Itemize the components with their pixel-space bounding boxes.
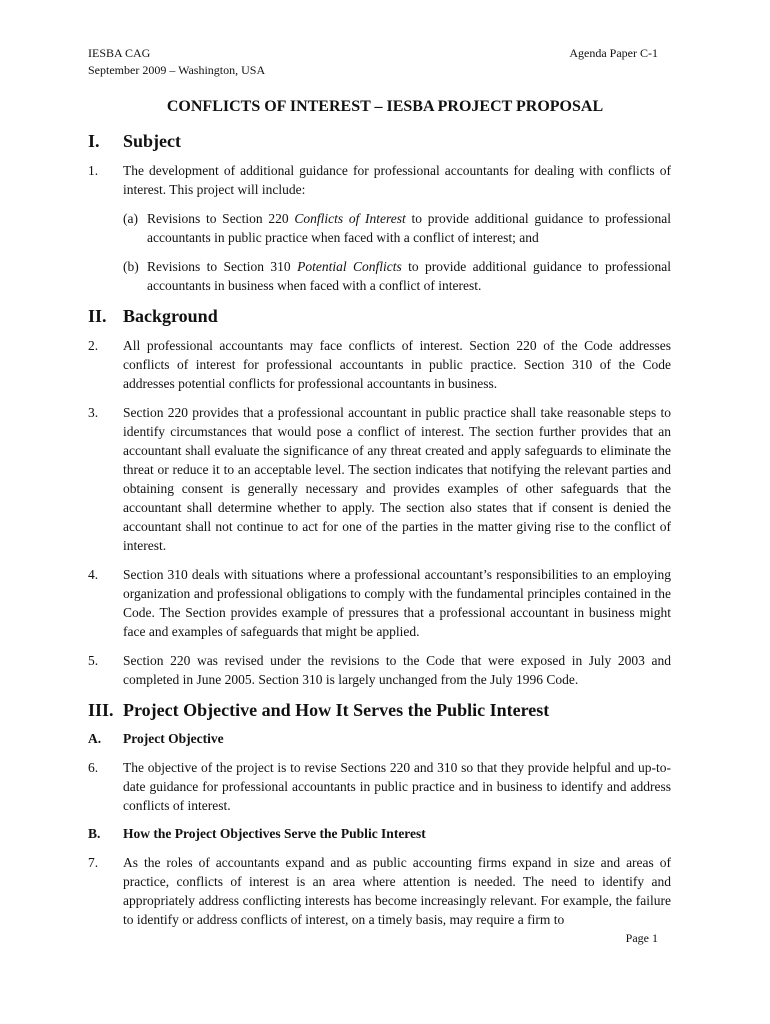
paragraph-7 — [88, 853, 671, 929]
paragraph-5 — [88, 651, 671, 689]
subsection-heading-b — [88, 825, 671, 843]
paragraph-text: Section 220 provides that a professional accountant in public practice shall take reasonable steps to identify circumstances that would pose a conflict of interest. The section further provides that an accountant shall evaluate the significance of any threat created and apply safeguards to eliminate the threat or reduce it to an acceptable level. The section indicates that notifying the relevant parties and obtaining consent is generally necessary and provides examples of other safeguards that the accountant shall determine whether to apply. The section also states that if consent is denied the accountant shall not continue to act for one of the parties in the matter giving rise to the conflict of interest. — [123, 405, 671, 553]
document-title: CONFLICTS OF INTEREST – IESBA PROJECT PROPOSAL — [166, 98, 604, 115]
paragraph-number: 1. — [88, 163, 99, 178]
paragraph-number: 2. — [88, 338, 99, 353]
paragraph-2 — [88, 336, 671, 393]
paragraph-3 — [88, 403, 671, 555]
section-heading-background — [88, 305, 671, 327]
paragraph-number: 6. — [88, 760, 99, 775]
paragraph-number: 7. — [88, 855, 99, 870]
subsection-title: How the Project Objectives Serve the Public Interest — [123, 826, 426, 841]
paragraph-4 — [88, 565, 671, 641]
section-name-emphasis: Potential Conflicts — [297, 259, 402, 274]
document-body — [88, 130, 671, 939]
paragraph-text: The objective of the project is to revise Sections 220 and 310 so that they provide helpful and up-to-date guidance for professional accountants in public practice and in business to identify and address conflicts of interest. — [123, 760, 671, 813]
paragraph-number: 3. — [88, 405, 99, 420]
paragraph-number: 5. — [88, 653, 99, 668]
paragraph-text: Section 310 deals with situations where a professional accountant’s responsibilities to an employing organization and professional obligations to comply with the fundamental principles contained in the Code. The Section provides example of pressures that a professional accountant in business might face and examples of safeguards that might be applied. — [123, 567, 671, 639]
subsection-heading-a — [88, 730, 671, 748]
list-item-text: Revisions to Section 310 Potential Conflicts to provide additional guidance to professional accountants in business when faced with a conflict of interest. — [147, 259, 672, 293]
header-agenda: Agenda Paper C-1 — [569, 46, 658, 60]
header-meeting: September 2009 – Washington, USA — [88, 63, 266, 77]
paragraph-text: As the roles of accountants expand and as public accounting firms expand in size and areas of practice, conflicts of interest is an area where attention is needed. The need to identify and appropriately address conflicting interests has become increasingly relevant. For example, the failure to identify or address conflicts of interest, on a timely basis, may require a firm to — [123, 855, 671, 927]
list-item-label: (b) — [123, 259, 139, 274]
subsection-number: B. — [88, 826, 101, 841]
header-org: IESBA CAG — [88, 46, 151, 60]
paragraph-number: 4. — [88, 567, 99, 582]
section-heading-objective — [88, 699, 671, 721]
list-item-label: (a) — [123, 211, 138, 226]
paragraph-text: All professional accountants may face conflicts of interest. Section 220 of the Code addresses conflicts of interest for professional accountants in public practice. Section 310 of the Code addresses potential conflicts for professional accountants in business. — [123, 338, 671, 391]
section-heading-subject — [88, 130, 671, 152]
list-item-a — [123, 209, 671, 247]
page-number: Page 1 — [625, 931, 658, 945]
section-title: Background — [123, 306, 218, 326]
section-number: III. — [88, 700, 114, 720]
subsection-number: A. — [88, 731, 102, 746]
paragraph-text: Section 220 was revised under the revisions to the Code that were exposed in July 2003 and completed in June 2005. Section 310 is largely unchanged from the July 1996 Code. — [123, 653, 671, 687]
section-title: Subject — [123, 131, 181, 151]
paragraph-text: The development of additional guidance for professional accountants for dealing with conflicts of interest. This project will include: — [123, 163, 671, 197]
paragraph-6 — [88, 758, 671, 815]
section-title: Project Objective and How It Serves the Public Interest — [123, 700, 550, 720]
section-number: I. — [88, 131, 100, 151]
list-item-text: Revisions to Section 220 Conflicts of Interest to provide additional guidance to professional accountants in public practice when faced with a conflict of interest; and — [147, 211, 671, 245]
header-left — [88, 45, 265, 79]
list-item-b — [123, 257, 671, 295]
section-number: II. — [88, 306, 107, 326]
section-name-emphasis: Conflicts of Interest — [294, 211, 406, 226]
paragraph-1 — [88, 161, 671, 199]
subsection-title: Project Objective — [123, 731, 224, 746]
